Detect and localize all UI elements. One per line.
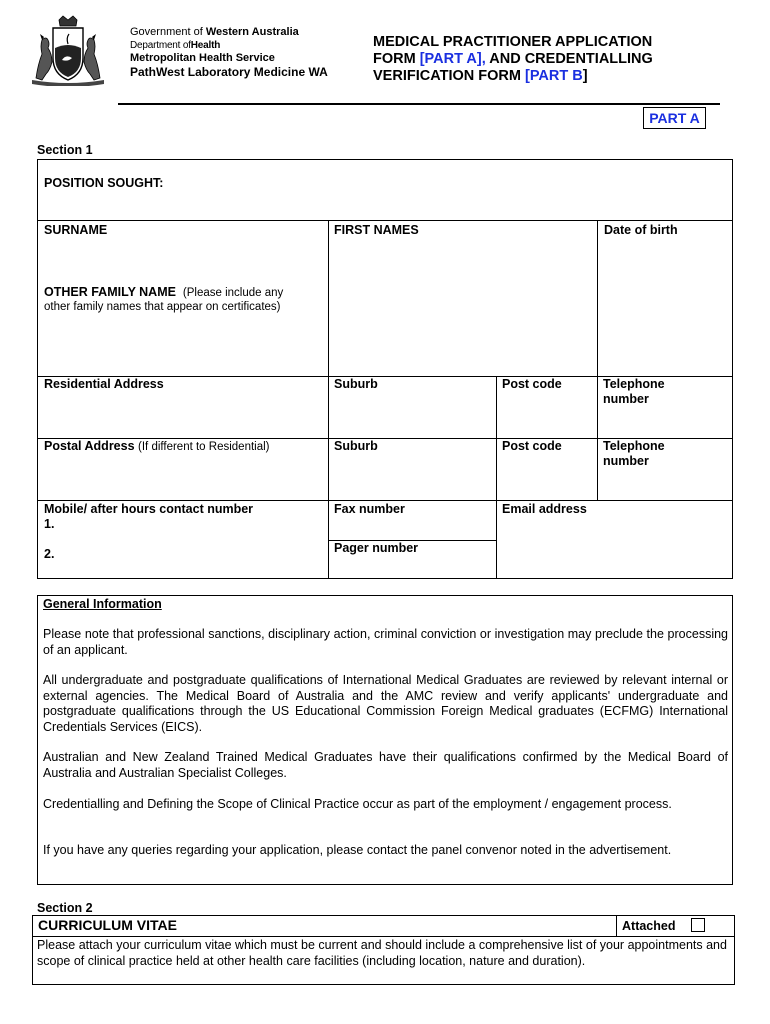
general-info-paragraph: If you have any queries regarding your application, please contact the panel convenor noted in the advertisement. [43, 843, 672, 857]
pager-number-field[interactable]: Pager number [334, 541, 419, 555]
wa-government-crest-icon [28, 14, 108, 86]
residential-telephone-field[interactable] [603, 377, 665, 407]
fax-number-field[interactable]: Fax number [334, 502, 405, 516]
title-form: FORM [373, 51, 416, 67]
part-a-badge: PART A [643, 107, 706, 129]
title-line3a: VERIFICATION FORM [373, 68, 521, 84]
section-1-label: Section 1 [37, 143, 93, 157]
telephone-label-1: Telephone [603, 377, 665, 391]
residential-suburb-field[interactable]: Suburb [334, 377, 378, 391]
mobile-label: Mobile/ after hours contact number [44, 502, 254, 516]
general-info-paragraph: Please note that professional sanctions, disciplinary action, criminal conviction or investigation may preclude the processing of an applicant. [43, 627, 728, 657]
curriculum-vitae-title: CURRICULUM VITAE [38, 917, 177, 933]
dept-prefix: Department of [130, 40, 191, 51]
postal-suburb-field[interactable]: Suburb [334, 439, 378, 453]
section-2-label: Section 2 [37, 901, 93, 915]
agency-block [130, 26, 328, 79]
attached-checkbox[interactable] [691, 918, 705, 932]
mobile-line-1: 1. [44, 517, 55, 531]
postal-address-note: (If different to Residential) [138, 441, 270, 453]
postal-telephone-field[interactable] [603, 439, 665, 469]
general-info-paragraph: Australian and New Zealand Trained Medical Graduates have their qualifications confirmed by the Medical Board of Australia and Australian Specialist Colleges. [43, 750, 728, 780]
form-title [373, 34, 733, 85]
gov-prefix: Government of [130, 26, 203, 38]
gov-state: Western Australia [205, 26, 299, 38]
surname-field[interactable]: SURNAME [44, 223, 108, 237]
email-address-field[interactable]: Email address [502, 502, 587, 516]
other-family-note-2: other family names that appear on certificates) [44, 301, 281, 313]
header-divider [118, 103, 720, 105]
title-parta: [PART A], [419, 51, 486, 67]
curriculum-vitae-instructions: Please attach your curriculum vitae which must be current and should include a comprehensive list of your appointments and scope of clinical practice held at other health care facilities (including location, nature and duration). [37, 938, 727, 968]
other-family-name-label: OTHER FAMILY NAME [44, 285, 176, 299]
first-names-field[interactable]: FIRST NAMES [334, 223, 419, 237]
position-sought-field[interactable]: POSITION SOUGHT: [44, 176, 164, 190]
residential-address-field[interactable]: Residential Address [44, 377, 164, 391]
general-info-paragraph: Credentialling and Defining the Scope of Clinical Practice occur as part of the employment / engagement process. [43, 797, 672, 811]
residential-postcode-field[interactable]: Post code [502, 377, 562, 391]
title-close: ] [582, 68, 588, 84]
title-line1: MEDICAL PRACTITIONER APPLICATION [373, 34, 653, 50]
general-information-title: General Information [43, 597, 162, 611]
service-name: Metropolitan Health Service [130, 52, 275, 64]
lab-name: PathWest Laboratory Medicine WA [130, 65, 328, 79]
postal-postcode-field[interactable]: Post code [502, 439, 562, 453]
postal-address-field[interactable] [44, 439, 270, 455]
other-family-note-1: (Please include any [182, 287, 284, 299]
other-family-name-field[interactable] [44, 285, 283, 301]
attached-label: Attached [622, 919, 676, 933]
mobile-contact-field[interactable] [44, 502, 253, 532]
postal-address-label: Postal Address [44, 439, 135, 453]
general-info-paragraph: All undergraduate and postgraduate qualifications of International Medical Graduates are reviewed by relevant internal or external agencies. The Medical Board of Australia and the AMC review and verify applicants' undergraduate and postgraduate qualifications through the US Educational Commission Foreign Medical graduates (ECFMG) International Credentials Services (EICS). [43, 673, 728, 734]
date-of-birth-field[interactable]: Date of birth [604, 223, 678, 237]
dept-name: Health [190, 40, 221, 51]
title-mid: AND CREDENTIALLING [489, 51, 653, 67]
telephone-label-1: Telephone [603, 439, 665, 453]
mobile-line-2[interactable]: 2. [44, 547, 55, 561]
telephone-label-2: number [603, 392, 649, 406]
title-partb: [PART B [524, 68, 583, 84]
telephone-label-2: number [603, 454, 649, 468]
